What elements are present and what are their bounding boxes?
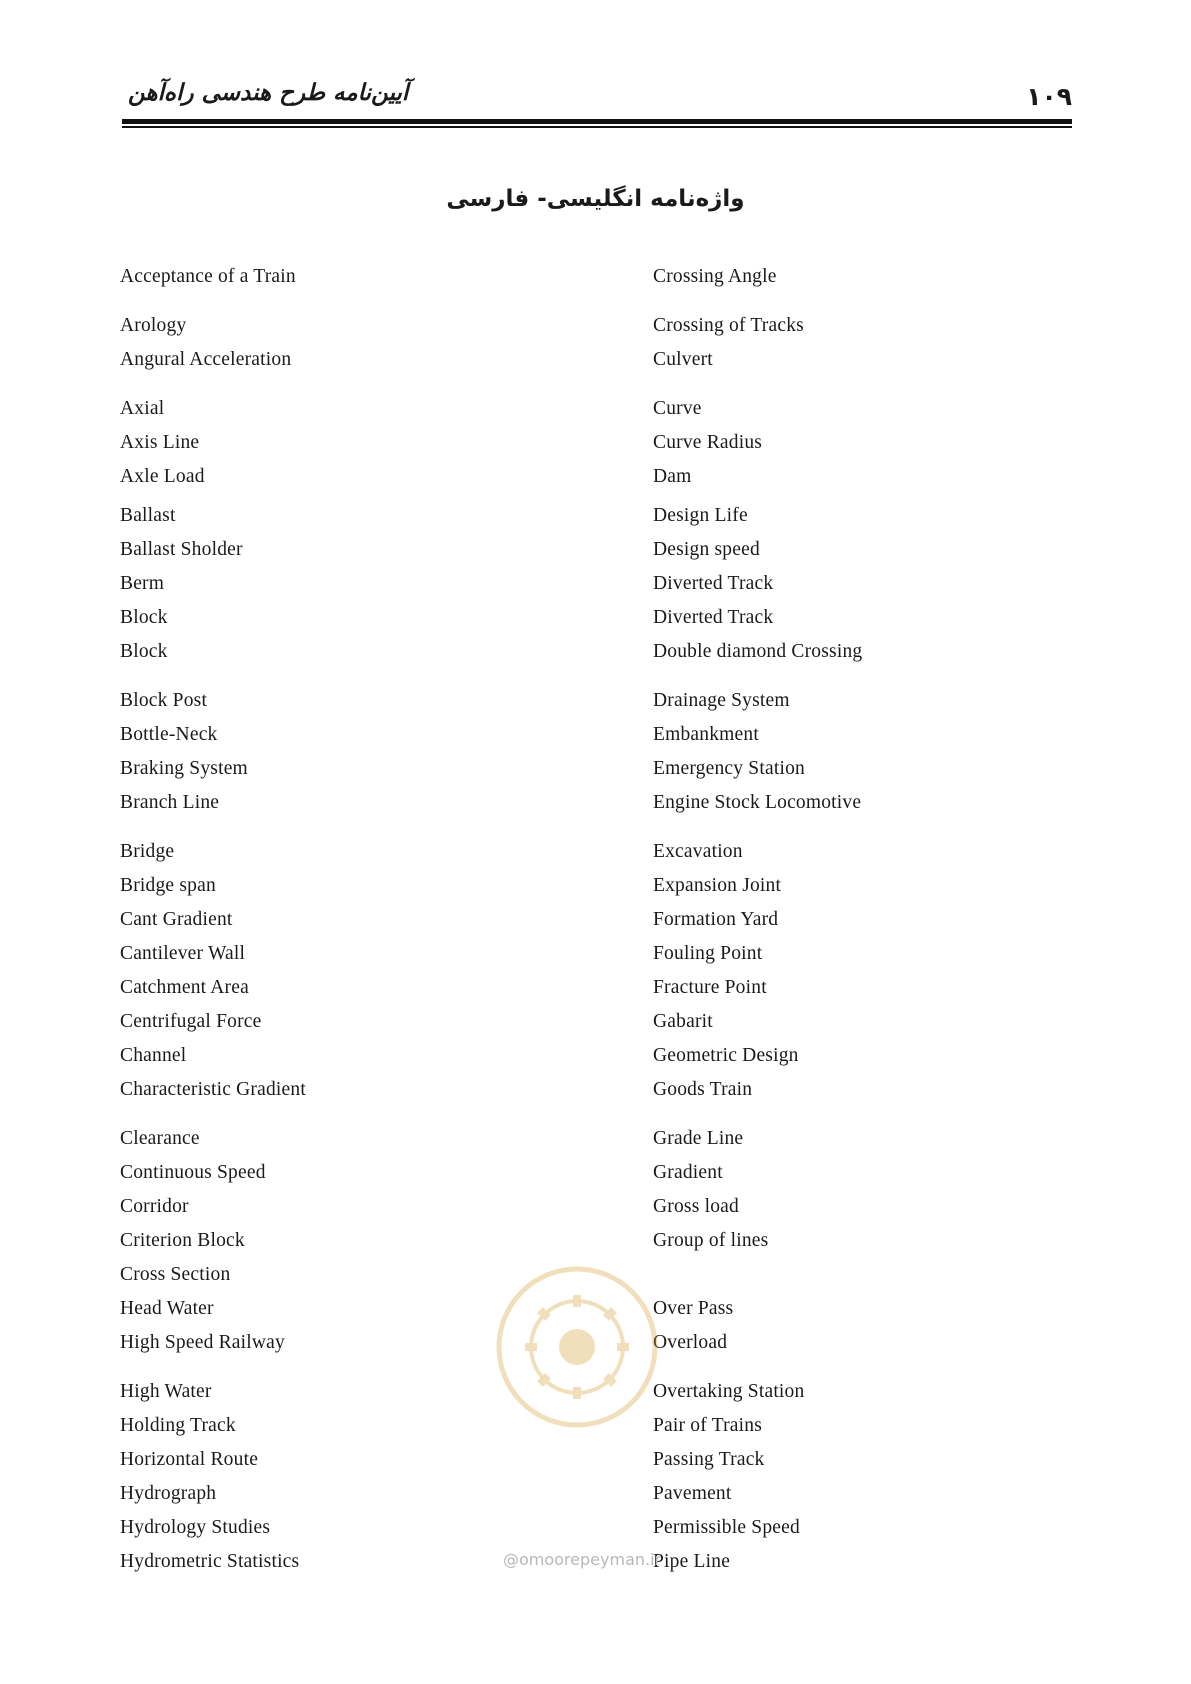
watermark-logo [492, 1262, 662, 1432]
english-term: Expansion Joint [653, 875, 782, 896]
english-term: Holding Track [120, 1415, 236, 1436]
english-term: Head Water [120, 1298, 214, 1319]
english-term: Berm [120, 573, 165, 594]
english-term: Axial [120, 398, 165, 419]
english-term: Overtaking Station [653, 1381, 805, 1402]
english-term: Diverted Track [653, 573, 774, 594]
english-term: Channel [120, 1045, 187, 1066]
english-term: Pipe Line [653, 1551, 731, 1572]
english-term: Gradient [653, 1162, 723, 1183]
english-term: Curve [653, 398, 702, 419]
english-term: Design Life [653, 505, 748, 526]
english-term: Block [120, 641, 168, 662]
english-term: Criterion Block [120, 1230, 245, 1251]
english-term: Corridor [120, 1196, 189, 1217]
english-term: Centrifugal Force [120, 1011, 262, 1032]
english-term: Acceptance of a Train [120, 266, 296, 287]
english-term: Permissible Speed [653, 1517, 800, 1538]
watermark-url: @omoorepeyman.ir [503, 1550, 662, 1569]
english-term: Ballast Sholder [120, 539, 243, 560]
english-term: Block Post [120, 690, 208, 711]
header-rule-thin [122, 126, 1072, 128]
english-term: Bridge span [120, 875, 216, 896]
english-term: Emergency Station [653, 758, 805, 779]
english-term: Geometric Design [653, 1045, 799, 1066]
book-title: آیین‌نامه طرح هندسی راه‌آهن [128, 80, 409, 106]
section-title: واژه‌نامه انگلیسی- فارسی [446, 186, 745, 212]
english-term: Over Pass [653, 1298, 734, 1319]
english-term: Fouling Point [653, 943, 763, 964]
english-term: Continuous Speed [120, 1162, 266, 1183]
english-term: Characteristic Gradient [120, 1079, 306, 1100]
english-term: Culvert [653, 349, 713, 370]
english-term: Axis Line [120, 432, 200, 453]
english-term: Cross Section [120, 1264, 231, 1285]
page-number: ۱۰۹ [1026, 82, 1072, 111]
english-term: Angural Acceleration [120, 349, 292, 370]
english-term: Block [120, 607, 168, 628]
english-term: Dam [653, 466, 692, 487]
english-term: Braking System [120, 758, 248, 779]
page-header [122, 74, 1072, 134]
english-term: Formation Yard [653, 909, 779, 930]
english-term: Engine Stock Locomotive [653, 792, 862, 813]
english-term: Pair of Trains [653, 1415, 762, 1436]
english-term: Horizontal Route [120, 1449, 259, 1470]
english-term: Fracture Point [653, 977, 767, 998]
english-term: Bridge [120, 841, 175, 862]
english-term: Drainage System [653, 690, 790, 711]
english-term: Hydrology Studies [120, 1517, 271, 1538]
english-term: High Water [120, 1381, 212, 1402]
english-term: Diverted Track [653, 607, 774, 628]
at-icon: @ [503, 1550, 519, 1569]
english-term: Curve Radius [653, 432, 763, 453]
english-term: Goods Train [653, 1079, 753, 1100]
english-term: Crossing of Tracks [653, 315, 804, 336]
english-term: Overload [653, 1332, 728, 1353]
english-term: Group of lines [653, 1230, 769, 1251]
english-term: Passing Track [653, 1449, 765, 1470]
english-term: Grade Line [653, 1128, 744, 1149]
english-term: Arology [120, 315, 187, 336]
english-term: Crossing Angle [653, 266, 777, 287]
english-term: Cant Gradient [120, 909, 233, 930]
english-term: Branch Line [120, 792, 220, 813]
english-term: Axle Load [120, 466, 205, 487]
english-term: Hydrograph [120, 1483, 217, 1504]
english-term: Embankment [653, 724, 759, 745]
english-term: Gross load [653, 1196, 739, 1217]
english-term: Pavement [653, 1483, 732, 1504]
english-term: Clearance [120, 1128, 200, 1149]
english-term: Hydrometric Statistics [120, 1551, 300, 1572]
english-term: Cantilever Wall [120, 943, 246, 964]
english-term: Catchment Area [120, 977, 249, 998]
english-term: Bottle-Neck [120, 724, 218, 745]
english-term: Double diamond Crossing [653, 641, 863, 662]
english-term: Excavation [653, 841, 743, 862]
header-rule-thick [122, 119, 1072, 124]
english-term: High Speed Railway [120, 1332, 285, 1353]
english-term: Design speed [653, 539, 760, 560]
english-term: Ballast [120, 505, 176, 526]
english-term: Gabarit [653, 1011, 713, 1032]
